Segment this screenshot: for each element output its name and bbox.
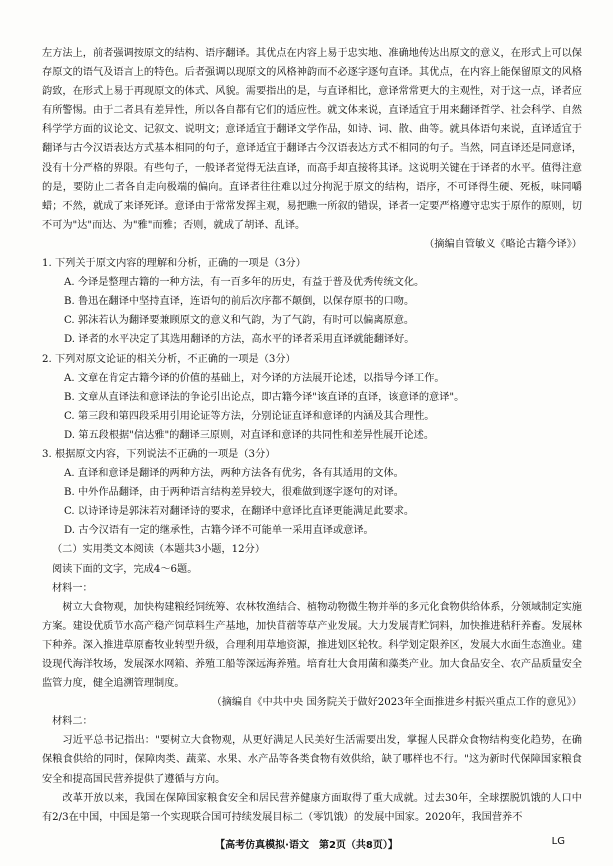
question-2-option-d: D. 第五段根据"信达雅"的翻译三原则，对直译和意译的共同性和差异性展开论述。 (64, 429, 435, 441)
question-2-option-c: C. 第三段和第四段采用引用论证等方法，分别论证直译和意译的内涵及其合理性。 (64, 410, 435, 422)
material-2-label: 材料二： (52, 716, 93, 728)
question-3-stem: 3. 根据原文内容，下列说法不正确的一项是（3分） (42, 448, 276, 460)
material-2-paragraph-2: 改革开放以来，我国在保障国家粮食安全和居民营养健康方面取得了重大成就。过去30年，全球摆脱饥饿的人口中有2/3在中国，中国是第一个实现联合国可持续发展目标二（零饥饿）的发展中国家。2020年，我国营养不 (42, 792, 582, 823)
page-footer: 【高考仿真模拟·语文 第2页（共8页）】 (215, 840, 398, 851)
page-content (42, 44, 582, 827)
question-2 (42, 350, 582, 445)
question-1-stem: 1. 下列关于原文内容的理解和分析，正确的一项是（3分） (42, 258, 306, 270)
section-2-instruction: 阅读下面的文字，完成4～6题。 (52, 563, 198, 575)
question-2-option-b: B. 文章从直译法和意译法的争论引出论点，即古籍今译"该直译的直译，该意译的意译"。 (64, 391, 465, 403)
question-3-option-a: A. 直译和意译是翻译的两种方法，两种方法各有优劣，各有其适用的文体。 (64, 468, 404, 480)
question-3 (42, 445, 582, 540)
material-2-paragraph-1: 习近平总书记指出："要树立大食物观，从更好满足人民美好生活需要出发，掌握人民群众食物结构变化趋势，在确保粮食供给的同时，保障肉类、蔬菜、水果、水产品等各类食物有效供给，缺了哪样也不行。"这为新时代保障国家粮食安全和提高国民营养提供了遵循与方向。 (42, 735, 582, 785)
question-1-option-d: D. 译者的水平决定了其选用翻译的方法，高水平的译者采用直译就能翻译好。 (64, 334, 415, 346)
question-1-option-b: B. 鲁迅在翻译中坚持直译，连语句的前后次序都不颠倒，以保存原书的口吻。 (64, 296, 415, 308)
question-3-option-b: B. 中外作品翻译，由于两种语言结构差异较大，很难做到逐字逐句的对译。 (64, 487, 404, 499)
question-2-stem: 2. 下列对原文论证的相关分析，不正确的一项是（3分） (42, 353, 296, 365)
footer-tag: LG (551, 836, 565, 847)
material-1-paragraph: 树立大食物观，加快构建粮经饲统筹、农林牧渔结合、植物动物微生物并举的多元化食物供给体系，分领域制定实施方案。建设优质节水高产稳产饲草料生产基地，加快苜蓿等草产业发展。大力发展青贮饲料，加快推进秸秆养畜。发展林下种养。深入推进草原畜牧业转型升级，合理利用草地资源，推进划区轮牧。科学划定限养区，发展大水面生态渔业。建设现代海洋牧场，发展深水网箱、养殖工船等深远海养殖。培育壮大食用菌和藻类产业。加大食品安全、农产品质量安全监管力度，健全追溯管理制度。 (42, 601, 582, 690)
material-1-source: （摘编自《中共中央 国务院关于做好2023年全面推进乡村振兴重点工作的意见》） (211, 697, 582, 709)
question-3-option-c: C. 以诗译诗是郭沫若对翻译诗的要求，在翻译中意译比直译更能满足此要求。 (64, 506, 415, 518)
material-1-label: 材料一： (52, 582, 93, 594)
question-3-option-d: D. 古今汉语有一定的继承性，古籍今译不可能单一采用直译或意译。 (64, 525, 374, 537)
question-1 (42, 254, 582, 349)
section-2-heading: （二）实用类文本阅读（本题共3小题，12分） (52, 544, 266, 556)
question-1-option-c: C. 郭沫若认为翻译要兼顾原文的意义和气韵，为了气韵，有时可以偏离原意。 (64, 315, 415, 327)
passage1-source: （摘编自管敏义《略论古籍今译》） (424, 238, 582, 250)
passage1-paragraph: 左方法上，前者强调按原文的结构、语序翻译。其优点在内容上易于忠实地、准确地传达出原文的意义，在形式上可以保存原文的语气及语言上的特色。后者强调以现原文的风格神韵而不必逐字逐句直译。其优点，在内容上能保留原文的风格韵致，在形式上易于再现原文的体式、风貌。需要指出的是，与直译相比，意译常常更大的主观性，对于这一点，译者应有所警惕。由于二者具有差异性，所以各自都有它们的适应性。就文体来说，直译适宜于用来翻译哲学、社会科学、自然科学学方面的议论文、记叙文、说明文；意译适宜于翻译文学作品，如诗、词、散、曲等。就具体语句来说，直译适宜于翻译与古今汉语表达方式基本相同的句子，意译适宜于翻译古今汉语表达方式不相同的句子。当然，同直译还是同意译，没有十分严格的界限。有些句子，一般译者觉得无法直译，而高手却直接将其译。这说明关键在于译者的水平。值得注意的是，要防止二者各自走向极端的偏向。直译者往往难以过分拘泥于原文的结构，语序，不可译得生硬、死板，味同嚼蜡；不然，就成了来译死译。意译由于常常发挥主观，易把瞧一所叙的错误，译者一定要严格遵守忠实于原作的原则，切不可为"达"而达、为"雅"而雅；否则，就成了胡译、乱译。 (42, 48, 582, 231)
question-2-option-a: A. 文章在肯定古籍今译的价值的基础上，对今译的方法展开论述，以指导今译工作。 (64, 372, 445, 384)
question-1-option-a: A. 今译是整理古籍的一种方法，有一百多年的历史，有益于普及优秀传统文化。 (64, 277, 425, 289)
